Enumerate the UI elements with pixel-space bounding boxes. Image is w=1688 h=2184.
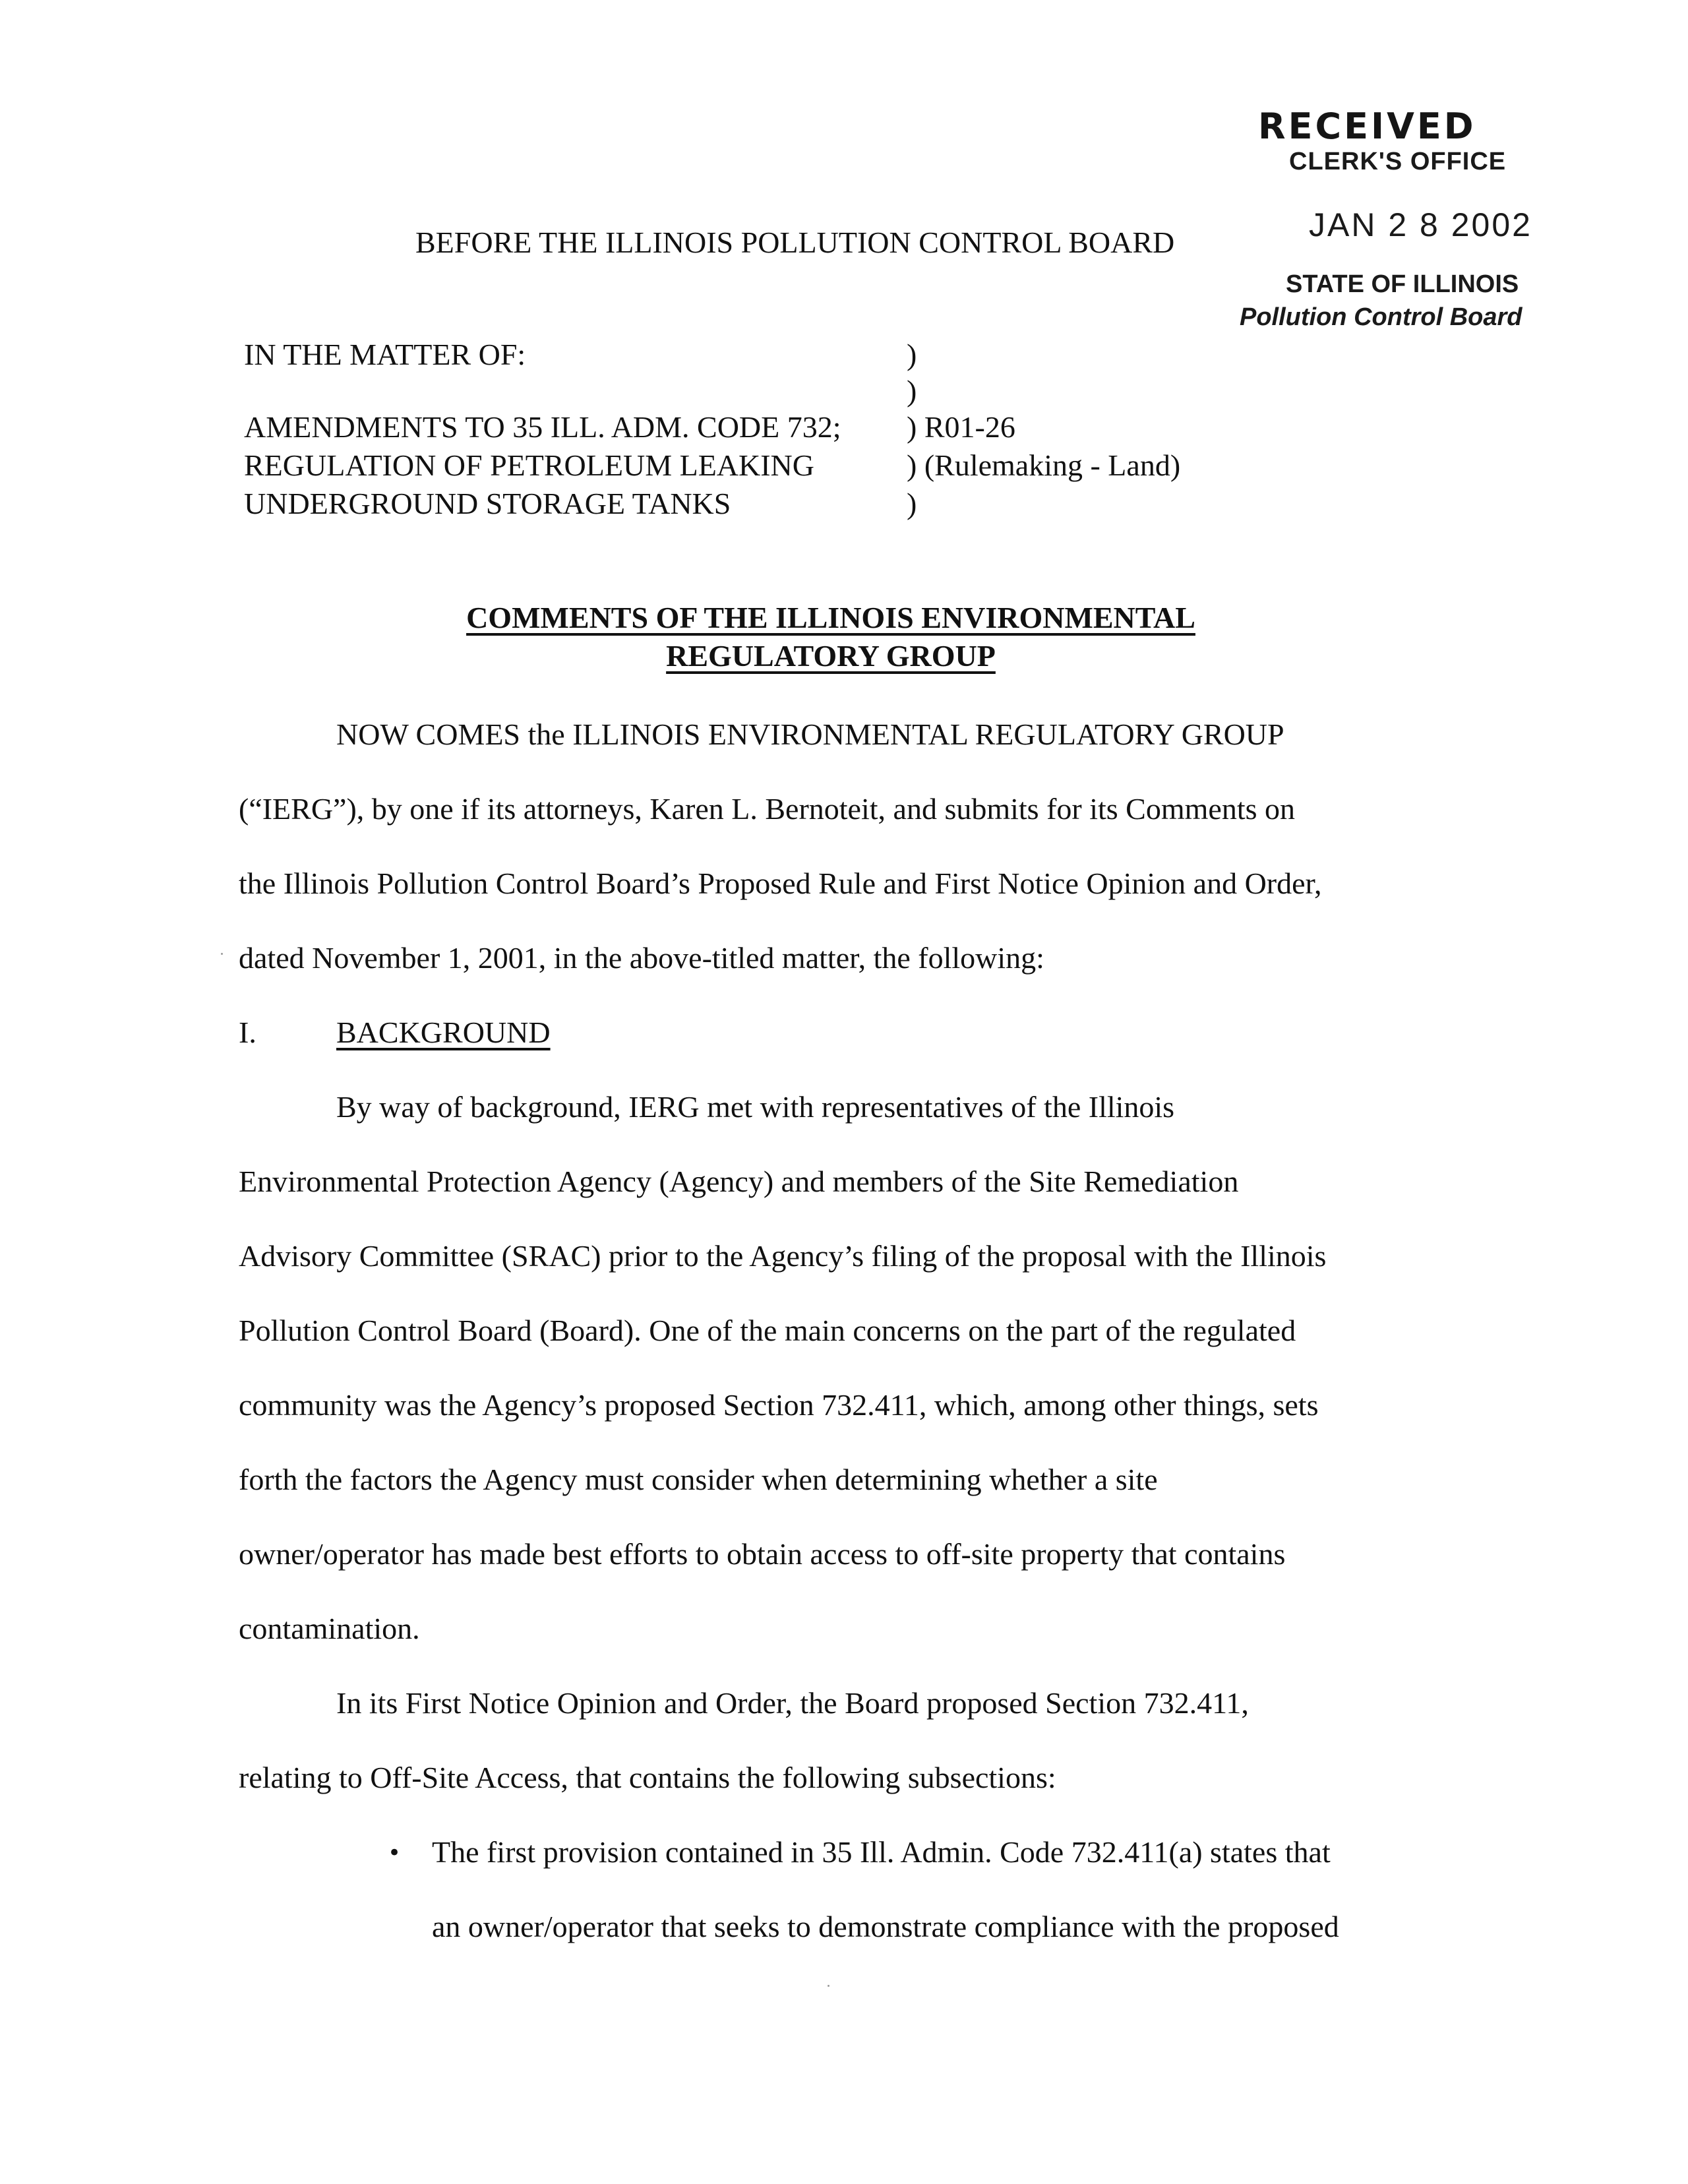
caption-paren-1: ) — [907, 338, 917, 371]
caption-docket: ) R01-26 — [907, 410, 1015, 444]
received-stamp-office: CLERK'S OFFICE — [1289, 148, 1507, 175]
intro-line-3: the Illinois Pollution Control Board’s Proposed Rule and First Notice Opinion and Order, — [239, 866, 1322, 900]
caption-amendments: AMENDMENTS TO 35 ILL. ADM. CODE 732; — [244, 410, 841, 444]
document-title-line2: REGULATORY GROUP — [666, 639, 996, 673]
background-line-8: contamination. — [239, 1612, 420, 1645]
scan-speck — [221, 953, 223, 955]
scan-speck — [828, 1985, 829, 1987]
background-line-3: Advisory Committee (SRAC) prior to the Agency’s filing of the proposal with the Illinois — [239, 1239, 1327, 1273]
intro-line-1: NOW COMES the ILLINOIS ENVIRONMENTAL REGULATORY GROUP — [336, 717, 1284, 751]
received-stamp-state: STATE OF ILLINOIS — [1286, 270, 1519, 298]
bullet-icon: • — [388, 1840, 402, 1866]
board-heading: BEFORE THE ILLINOIS POLLUTION CONTROL BOARD — [415, 226, 1175, 259]
document-title-line1: COMMENTS OF THE ILLINOIS ENVIRONMENTAL — [466, 601, 1195, 634]
received-stamp-title: RECEIVED — [1258, 106, 1476, 147]
bullet-line-2: an owner/operator that seeks to demonstrate compliance with the proposed — [432, 1910, 1339, 1943]
received-stamp-date: JAN 2 8 2002 — [1309, 206, 1532, 243]
bullet-line-1: The first provision contained in 35 Ill. Admin. Code 732.411(a) states that — [432, 1835, 1331, 1869]
received-stamp-board: Pollution Control Board — [1240, 303, 1522, 331]
background-line-2: Environmental Protection Agency (Agency) and members of the Site Remediation — [239, 1165, 1239, 1198]
intro-line-2: (“IERG”), by one if its attorneys, Karen L. Bernoteit, and submits for its Comments on — [239, 792, 1296, 826]
background-line-6: forth the factors the Agency must consider when determining whether a site — [239, 1463, 1158, 1496]
caption-paren-5: ) — [907, 487, 917, 520]
first-notice-line-1: In its First Notice Opinion and Order, the Board proposed Section 732.411, — [336, 1686, 1249, 1720]
caption-tanks: UNDERGROUND STORAGE TANKS — [244, 487, 731, 520]
background-line-1: By way of background, IERG met with representatives of the Illinois — [336, 1090, 1175, 1124]
section-number: I. — [239, 1016, 256, 1049]
first-notice-line-2: relating to Off-Site Access, that contains the following subsections: — [239, 1761, 1056, 1794]
background-line-5: community was the Agency’s proposed Section 732.411, which, among other things, sets — [239, 1388, 1319, 1422]
background-line-7: owner/operator has made best efforts to obtain access to off-site property that contains — [239, 1537, 1286, 1571]
caption-paren-2: ) — [907, 374, 917, 408]
section-title: BACKGROUND — [336, 1016, 551, 1049]
background-line-4: Pollution Control Board (Board). One of the main concerns on the part of the regulated — [239, 1314, 1296, 1347]
caption-regulation: REGULATION OF PETROLEUM LEAKING — [244, 448, 814, 482]
caption-rulemaking: ) (Rulemaking - Land) — [907, 448, 1181, 482]
caption-matter: IN THE MATTER OF: — [244, 338, 526, 371]
intro-line-4: dated November 1, 2001, in the above-titled matter, the following: — [239, 941, 1044, 975]
